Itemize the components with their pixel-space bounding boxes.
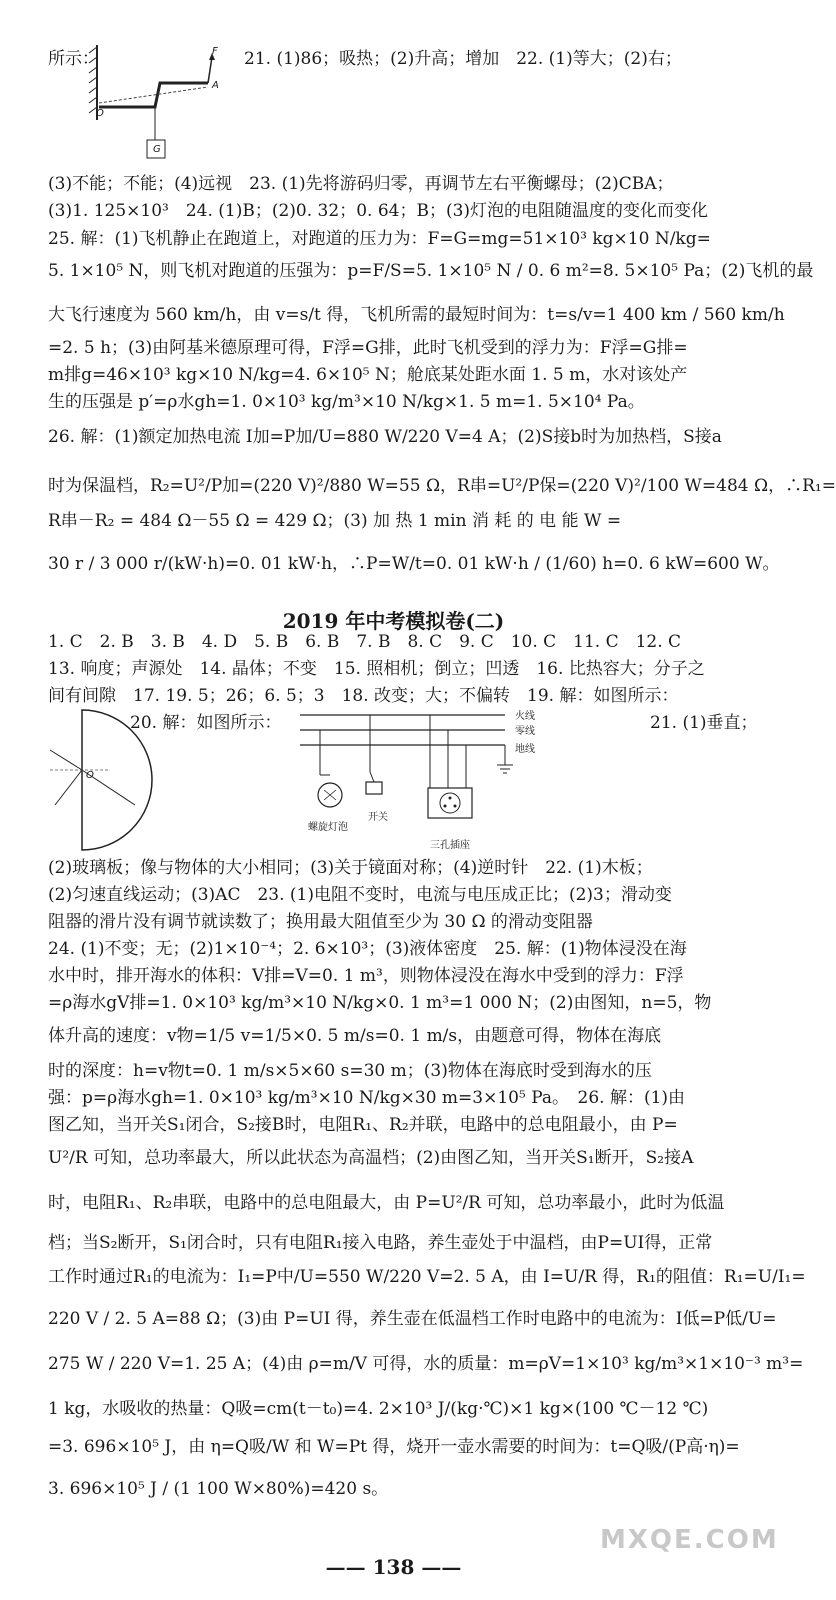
refraction-figure — [50, 705, 140, 855]
lever-label-g: G — [153, 144, 161, 155]
text-line: 间有间隙 17. 19. 5；26；6. 5；3 18. 改变；大；不偏转 19. 解：如图所示： — [48, 686, 679, 706]
circuit-label-socket: 三孔插座 — [430, 840, 470, 851]
circuit-label-switch: 开关 — [368, 812, 388, 823]
page-number: —— 138 —— — [325, 1555, 462, 1579]
text-line: 3. 696×10⁵ J / (1 100 W×80%)=420 s。 — [48, 1479, 389, 1499]
text-line: 图乙知，当开关S₁闭合，S₂接B时，电阻R₁、R₂并联，电路中的总电阻最小，由 P= — [48, 1115, 678, 1135]
text-line: 时为保温档，R₂=U²/P加=(220 V)²/880 W=55 Ω，R串=U²/P保=(220 V)²/100 W=484 Ω，∴R₁= — [48, 476, 836, 496]
text-line: 水中时，排开海水的体积：V排=V=0. 1 m³，则物体浸没在海水中受到的浮力：F浮 — [48, 966, 684, 986]
text-line: 体升高的速度：v物=1/5 v=1/5×0. 5 m/s=0. 1 m/s，由题意可得，物体在海底 — [48, 1026, 662, 1046]
text-line: 21. (1)垂直； — [650, 713, 758, 733]
text-line: 20. 解：如图所示： — [130, 713, 282, 733]
circuit-figure — [300, 710, 510, 835]
lever-label-a: A — [212, 80, 219, 91]
text-line: =2. 5 h；(3)由阿基米德原理可得，F浮=G排，此时飞机受到的浮力为：F浮=G排= — [48, 338, 688, 358]
circuit-label-bulb: 螺旋灯泡 — [308, 822, 348, 833]
text-line: 24. (1)不变；无；(2)1×10⁻⁴；2. 6×10³；(3)液体密度 25. 解：(1)物体浸没在海 — [48, 939, 687, 959]
text-line: 时，电阻R₁、R₂串联，电路中的总电阻最大，由 P=U²/R 可知，总功率最小，此时为低温 — [48, 1193, 725, 1213]
text-line: 220 V / 2. 5 A=88 Ω；(3)由 P=UI 得，养生壶在低温档工作时电路中的电流为：I低=P低/U= — [48, 1309, 777, 1329]
text-line: (2)匀速直线运动；(3)AC 23. (1)电阻不变时，电流与电压成正比；(2)3；滑动变 — [48, 885, 672, 905]
text-line: 所示： — [48, 49, 99, 69]
text-line: 阻器的滑片没有调节就读数了；换用最大阻值至少为 30 Ω 的滑动变阻器 — [48, 912, 593, 932]
text-line: 工作时通过R₁的电流为：I₁=P中/U=550 W/220 V=2. 5 A，由 I=U/R 得，R₁的阻值：R₁=U/I₁= — [48, 1267, 806, 1287]
text-line: 大飞行速度为 560 km/h，由 v=s/t 得，飞机所需的最短时间为：t=s/v=1 400 km / 560 km/h — [48, 305, 785, 325]
lever-label-o: O — [96, 108, 104, 119]
text-line: (2)玻璃板；像与物体的大小相同；(3)关于镜面对称；(4)逆时针 22. (1)木板； — [48, 858, 653, 878]
circuit-label-neutral: 零线 — [515, 726, 535, 737]
text-line: 1 kg，水吸收的热量：Q吸=cm(t－t₀)=4. 2×10³ J/(kg·℃)×1 kg×(100 ℃－12 ℃) — [48, 1399, 709, 1419]
lever-label-f: F — [212, 46, 218, 57]
text-line: 5. 1×10⁵ N，则飞机对跑道的压强为：p=F/S=5. 1×10⁵ N / 0. 6 m²=8. 5×10⁵ Pa；(2)飞机的最 — [48, 261, 814, 281]
text-line: 30 r / 3 000 r/(kW·h)=0. 01 kW·h，∴P=W/t=0. 01 kW·h / (1/60) h=0. 6 kW=600 W。 — [48, 554, 780, 574]
text-line: 强：p=ρ海水gh=1. 0×10³ kg/m³×10 N/kg×30 m=3×10⁵ Pa。 26. 解：(1)由 — [48, 1088, 686, 1108]
text-line: 25. 解：(1)飞机静止在跑道上，对跑道的压力为：F=G=mg=51×10³ kg×10 N/kg= — [48, 229, 711, 249]
text-line: U²/R 可知，总功率最大，所以此状态为高温档；(2)由图乙知，当开关S₁断开，S₂接A — [48, 1148, 694, 1168]
text-line: 生的压强是 p′=ρ水gh=1. 0×10³ kg/m³×10 N/kg×1. 5 m=1. 5×10⁴ Pa。 — [48, 392, 645, 412]
text-line: 26. 解：(1)额定加热电流 I加=P加/U=880 W/220 V=4 A；(2)S接b时为加热档，S接a — [48, 427, 722, 447]
text-line: R串－R₂ = 484 Ω－55 Ω = 429 Ω；(3) 加 热 1 min 消 耗 的 电 能 W = — [48, 511, 622, 531]
text-line: (3)不能；不能；(4)远视 23. (1)先将游码归零，再调节左右平衡螺母；(2)CBA； — [48, 174, 674, 194]
text-line: 时的深度：h=v物t=0. 1 m/s×5×60 s=30 m；(3)物体在海底时受到海水的压 — [48, 1061, 652, 1081]
refraction-label-o: O — [86, 770, 94, 781]
text-line: m排g=46×10³ kg×10 N/kg=4. 6×10⁵ N；舱底某处距水面 1. 5 m，水对该处产 — [48, 365, 688, 385]
text-line: 1. C 2. B 3. B 4. D 5. B 6. B 7. B 8. C 9. C 10. C 11. C 12. C — [48, 632, 682, 652]
text-line: =3. 696×10⁵ J，由 η=Q吸/W 和 W=Pt 得，烧开一壶水需要的时间为：t=Q吸/(P高·η)= — [48, 1437, 740, 1457]
page-title: 2019 年中考模拟卷(二) — [282, 609, 505, 633]
watermark: MXQE.COM — [600, 1525, 779, 1555]
circuit-label-live: 火线 — [515, 711, 535, 722]
text-line: 13. 响度；声源处 14. 晶体；不变 15. 照相机；倒立；凹透 16. 比热容大；分子之 — [48, 659, 705, 679]
text-line: 档；当S₂断开，S₁闭合时，只有电阻R₁接入电路，养生壶处于中温档，由P=UI得，正常 — [48, 1233, 713, 1253]
text-line: 275 W / 220 V=1. 25 A；(4)由 ρ=m/V 可得，水的质量：m=ρV=1×10³ kg/m³×1×10⁻³ m³= — [48, 1354, 804, 1374]
text-line: 21. (1)86；吸热；(2)升高；增加 22. (1)等大；(2)右； — [244, 49, 682, 69]
text-line: =ρ海水gV排=1. 0×10³ kg/m³×10 N/kg×0. 1 m³=1 000 N；(2)由图知，n=5，物 — [48, 993, 712, 1013]
circuit-label-ground: 地线 — [515, 744, 535, 755]
text-line: (3)1. 125×10³ 24. (1)B；(2)0. 32；0. 64；B；(3)灯泡的电阻随温度的变化而变化 — [48, 201, 709, 221]
